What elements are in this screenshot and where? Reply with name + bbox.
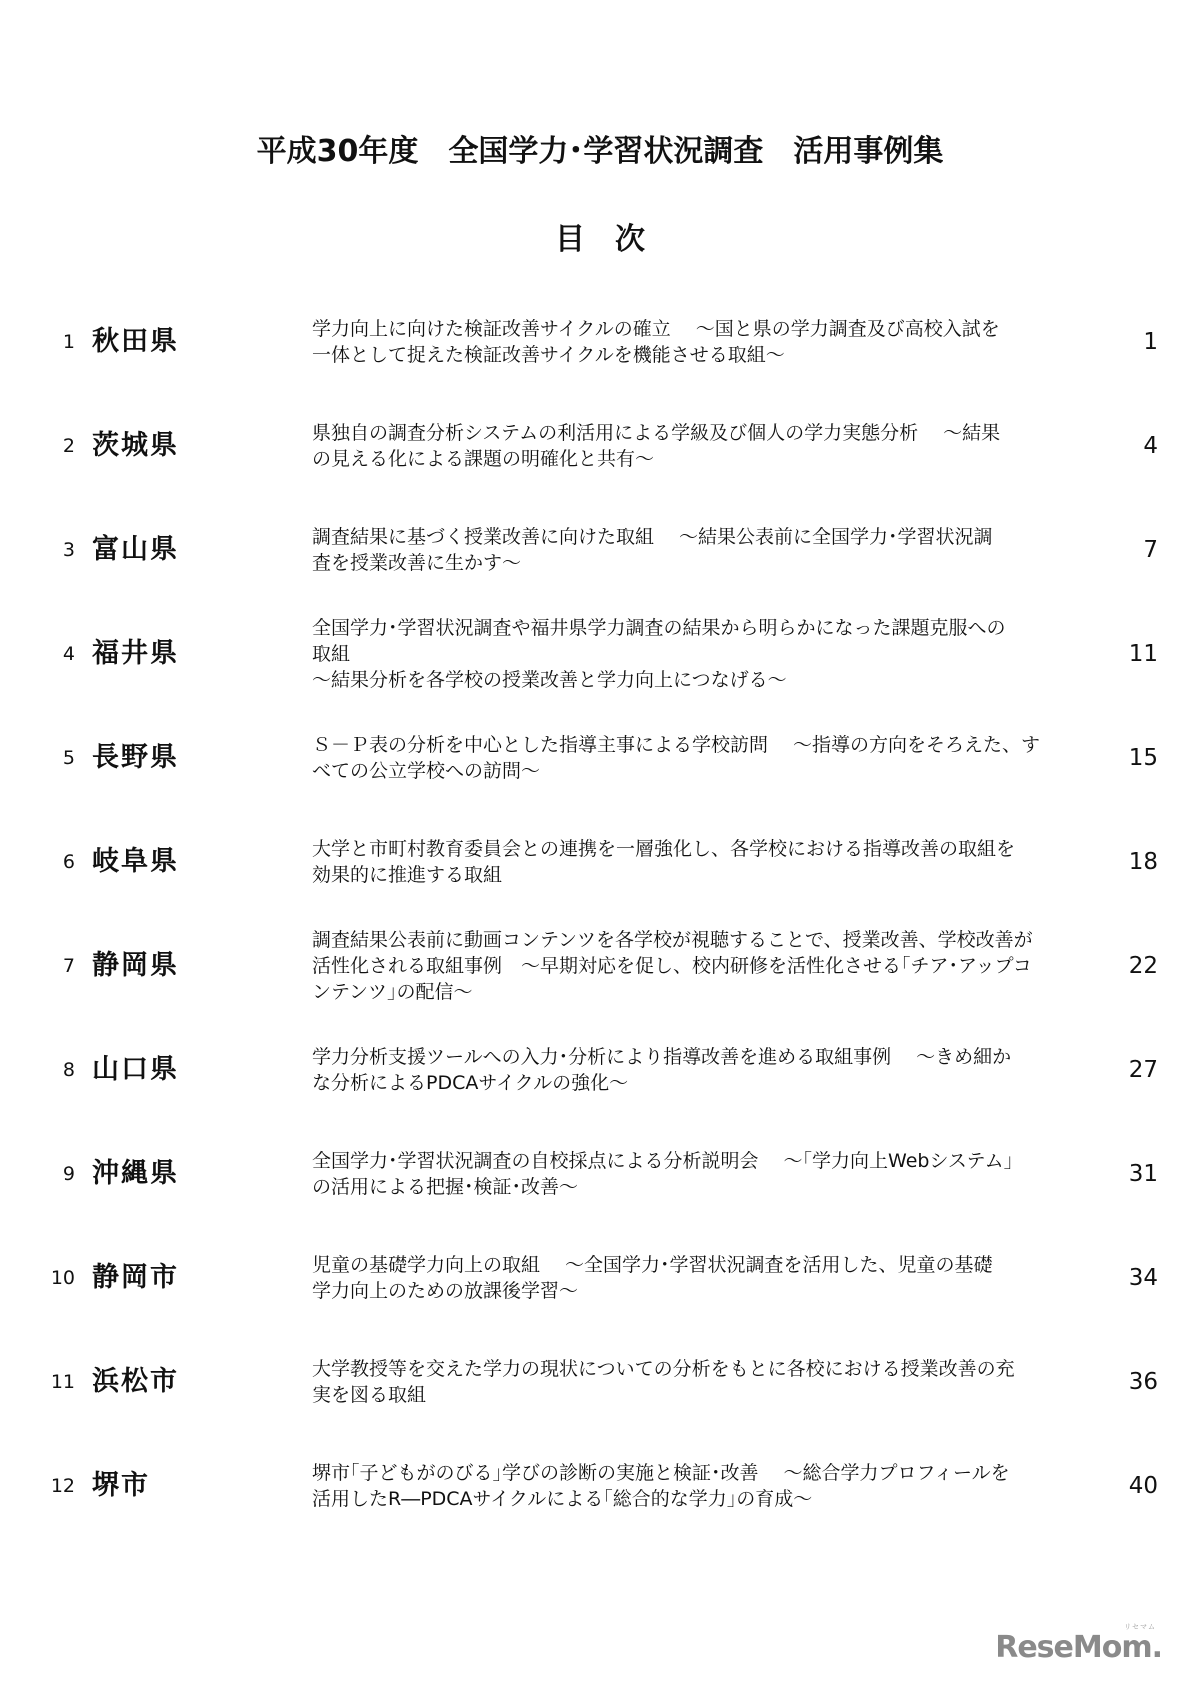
entry-page-number: 1 xyxy=(1143,329,1158,355)
entry-description-line: 効果的に推進する取組 xyxy=(312,864,503,886)
entry-description-line: の活用による把握･検証･改善～ xyxy=(312,1176,579,1198)
toc-entry[interactable] xyxy=(0,810,1200,914)
entry-description-line: 活用したR―PDCAサイクルによる｢総合的な学力｣の育成～ xyxy=(312,1488,813,1510)
entry-description-line: 堺市｢子どもがのびる｣学びの診断の実施と検証･改善 ～総合学力プロフィールを xyxy=(312,1462,1010,1484)
entry-page-number: 22 xyxy=(1128,953,1158,979)
entry-description xyxy=(312,1018,1102,1122)
entry-region: 沖縄県 xyxy=(92,1158,179,1189)
toc-entry[interactable] xyxy=(0,1018,1200,1122)
entry-description xyxy=(312,498,1102,602)
entry-page-number: 40 xyxy=(1128,1473,1158,1499)
toc-entry[interactable] xyxy=(0,498,1200,602)
toc-heading: 目 次 xyxy=(555,222,645,257)
entry-number: 10 xyxy=(50,1267,75,1289)
entry-number: 9 xyxy=(62,1163,75,1185)
entry-region: 堺市 xyxy=(92,1470,150,1501)
entry-region: 富山県 xyxy=(92,534,179,565)
entry-description xyxy=(312,1434,1102,1538)
toc-entry[interactable] xyxy=(0,394,1200,498)
entry-description-line: べての公立学校への訪問～ xyxy=(312,760,541,782)
watermark-ruby: リセマム xyxy=(1124,1623,1156,1631)
entry-description-line: 取組 xyxy=(312,643,351,665)
toc-entry[interactable] xyxy=(0,1330,1200,1434)
entry-description-line: ンテンツ｣の配信～ xyxy=(312,981,473,1003)
entry-number: 8 xyxy=(62,1059,75,1081)
toc-entry[interactable] xyxy=(0,290,1200,394)
entry-region: 長野県 xyxy=(92,742,179,773)
entry-description-line: 実を図る取組 xyxy=(312,1384,427,1406)
entry-number: 3 xyxy=(62,539,75,561)
toc-entry[interactable] xyxy=(0,1122,1200,1226)
entry-region: 岐阜県 xyxy=(92,846,179,877)
toc-entry[interactable] xyxy=(0,914,1200,1018)
entry-description xyxy=(312,1226,1102,1330)
entry-description-line: 調査結果公表前に動画コンテンツを各学校が視聴することで、授業改善、学校改善が xyxy=(312,929,1033,951)
entry-region: 福井県 xyxy=(92,638,179,669)
toc-entry[interactable] xyxy=(0,706,1200,810)
toc-entry[interactable] xyxy=(0,602,1200,706)
entry-description-line: ～結果分析を各学校の授業改善と学力向上につなげる～ xyxy=(312,669,787,691)
entry-description xyxy=(312,1330,1102,1434)
entry-page-number: 15 xyxy=(1128,745,1158,771)
entry-number: 4 xyxy=(62,643,75,665)
entry-description-line: 学力分析支援ツールへの入力･分析により指導改善を進める取組事例 ～きめ細か xyxy=(312,1046,1012,1068)
entry-number: 6 xyxy=(62,851,75,873)
entry-description xyxy=(312,914,1102,1018)
entry-description xyxy=(312,706,1102,810)
entry-page-number: 31 xyxy=(1128,1161,1158,1187)
watermark-text: ReseMom. xyxy=(995,1630,1162,1665)
entry-description xyxy=(312,290,1102,394)
entry-number: 7 xyxy=(62,955,75,977)
entry-description-line: 全国学力･学習状況調査の自校採点による分析説明会 ～｢学力向上Webシステム｣ xyxy=(312,1150,1014,1172)
entry-number: 2 xyxy=(62,435,75,457)
toc-entry[interactable] xyxy=(0,1226,1200,1330)
toc-entry[interactable] xyxy=(0,1434,1200,1538)
entry-description-line: 児童の基礎学力向上の取組 ～全国学力･学習状況調査を活用した、児童の基礎 xyxy=(312,1254,993,1276)
entry-description-line: 大学と市町村教育委員会との連携を一層強化し、各学校における指導改善の取組を xyxy=(312,838,1016,860)
entry-page-number: 36 xyxy=(1128,1369,1158,1395)
entry-region: 山口県 xyxy=(92,1054,179,1085)
entry-description-line: 全国学力･学習状況調査や福井県学力調査の結果から明らかになった課題克服への xyxy=(312,617,1006,639)
entry-description-line: の見える化による課題の明確化と共有～ xyxy=(312,448,655,470)
entry-region: 静岡市 xyxy=(92,1262,179,1293)
entry-page-number: 18 xyxy=(1128,849,1158,875)
entry-page-number: 11 xyxy=(1128,641,1158,667)
entry-description-line: 査を授業改善に生かす～ xyxy=(312,552,522,574)
entry-region: 浜松市 xyxy=(92,1366,179,1397)
entry-description xyxy=(312,1122,1102,1226)
entry-page-number: 27 xyxy=(1128,1057,1158,1083)
entry-description-line: 学力向上に向けた検証改善サイクルの確立 ～国と県の学力調査及び高校入試を xyxy=(312,318,1000,340)
entry-description-line: 県独自の調査分析システムの利活用による学級及び個人の学力実態分析 ～結果 xyxy=(312,422,1001,444)
entry-description-line: 活性化される取組事例 ～早期対応を促し、校内研修を活性化させる｢チア･アップコ xyxy=(312,955,1032,977)
entry-region: 静岡県 xyxy=(92,950,179,981)
entry-description-line: な分析によるPDCAサイクルの強化～ xyxy=(312,1072,629,1094)
entry-region: 秋田県 xyxy=(92,326,179,357)
entry-description-line: 学力向上のための放課後学習～ xyxy=(312,1280,579,1302)
entry-page-number: 34 xyxy=(1128,1265,1158,1291)
document-title: 平成30年度 全国学力･学習状況調査 活用事例集 xyxy=(256,134,944,169)
entry-description xyxy=(312,810,1102,914)
entry-description xyxy=(312,602,1102,706)
entry-number: 12 xyxy=(50,1475,75,1497)
entry-number: 11 xyxy=(50,1371,75,1393)
entry-number: 1 xyxy=(62,331,75,353)
entry-number: 5 xyxy=(62,747,75,769)
entry-region: 茨城県 xyxy=(92,430,179,461)
entry-description-line: Ｓ－Ｐ表の分析を中心とした指導主事による学校訪問 ～指導の方向をそろえた、す xyxy=(312,734,1041,756)
entry-page-number: 7 xyxy=(1143,537,1158,563)
entry-description xyxy=(312,394,1102,498)
resemom-watermark-logo xyxy=(995,1623,1162,1665)
entry-page-number: 4 xyxy=(1143,433,1158,459)
entry-description-line: 調査結果に基づく授業改善に向けた取組 ～結果公表前に全国学力･学習状況調 xyxy=(312,526,993,548)
entry-description-line: 大学教授等を交えた学力の現状についての分析をもとに各校における授業改善の充 xyxy=(312,1358,1015,1380)
entry-description-line: 一体として捉えた検証改善サイクルを機能させる取組～ xyxy=(312,344,785,366)
